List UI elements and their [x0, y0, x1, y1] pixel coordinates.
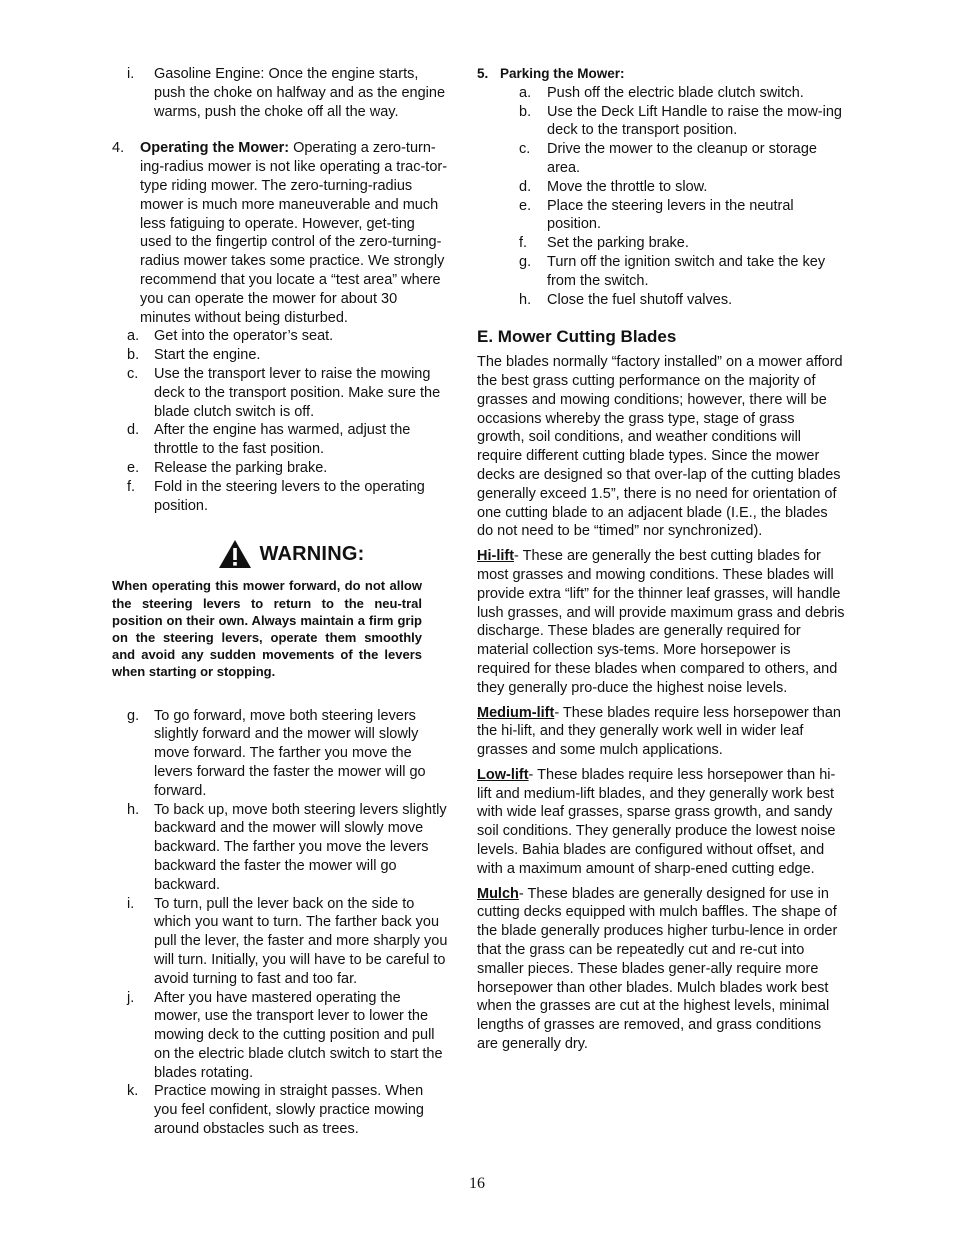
step-operating-the-mower	[112, 139, 450, 327]
item-marker: d.	[127, 422, 140, 439]
list-item-e	[112, 459, 450, 478]
item-marker: g.	[127, 707, 140, 724]
park-item-d	[477, 178, 845, 197]
item-marker: a.	[519, 84, 532, 101]
item-marker: b.	[127, 347, 140, 364]
blade-term-mulch: Mulch	[477, 885, 519, 902]
item-text: After the engine has warmed, adjust the throttle to the fast position.	[154, 422, 411, 458]
item-marker: f.	[519, 235, 528, 252]
item-text: Turn off the ignition switch and take the key from the switch.	[547, 253, 826, 289]
item-text: To back up, move both steering levers slightly backward and the mower will slowly move backward. The farther you move the levers backward the faster the mower will go backward.	[154, 801, 447, 893]
item-text: Use the transport lever to raise the mowing deck to the transport position. Make sure the blade clutch switch is off.	[154, 365, 441, 420]
item-marker: i.	[127, 66, 135, 82]
medium-lift-paragraph	[477, 704, 845, 760]
section-title: E. Mower Cutting Blades	[477, 327, 677, 347]
item-marker: h.	[519, 291, 532, 308]
item-marker: k.	[127, 1083, 139, 1100]
item-marker: g.	[519, 253, 532, 270]
item-text: Place the steering levers in the neutral position.	[547, 197, 794, 233]
item-text: Start the engine.	[154, 347, 261, 364]
item-marker: d.	[519, 178, 532, 195]
item-text: Set the parking brake.	[547, 235, 689, 252]
mulch-paragraph	[477, 885, 845, 1054]
item-marker: i.	[127, 895, 135, 912]
intro-paragraph: The blades normally “factory installed” on a mower afford the best grass cutting performance on the majority of grasses and mowing conditions; however, there will be occasions whereby the grass type, stage of grass growth, soil conditions, and weather conditions will require different cutting blade types. Since the mower decks are designed so that over-lap of the cutting blades generally exceed 1.5”, there is no need for orientation of one cutting blade to an adjacent blade (I.E., the blades do not need to be “timed” nor synchronized).	[477, 354, 843, 540]
blade-description: - These blades are generally designed for use in cutting decks equipped with mulch baffles. The shape of the blade generally produces higher turbu-lence in order that the grass can be repeatedly cut and re-cut into smaller pieces. These blades gener-ally require more horsepower than other blades. Mulch blades work best when the grasses are cut at the highest levels, minimal lengths of grasses are removed, and grass conditions are generally dry.	[477, 885, 838, 1053]
blade-term-medium-lift: Medium-lift	[477, 704, 555, 721]
step-number: 5.	[477, 66, 489, 81]
blade-description: - These blades require less horsepower than the hi-lift, and they generally work well in wider leaf grasses and some mulch applications.	[477, 704, 842, 759]
item-marker: c.	[127, 365, 139, 382]
step-heading: Operating the Mower:	[140, 140, 290, 157]
item-text: Use the Deck Lift Handle to raise the mow-ing deck to the transport position.	[547, 103, 842, 139]
warning-header	[112, 539, 450, 569]
blade-description: - These blades require less horsepower than hi-lift and medium-lift blades, and they generally work best with wide leaf grasses, sparse grass growth, and sandy soil conditions. They generally produce the lowest noise levels. Bahia blades are configured without offset, and with a maximum amount of sharp-ened cutting edge.	[477, 766, 836, 877]
list-item-j	[112, 989, 450, 1083]
item-text: To go forward, move both steering levers slightly forward and the mower will slowly move forward. The farther you move the levers forward the faster the mower will go forward.	[154, 707, 426, 799]
item-text: To turn, pull the lever back on the side to which you want to turn. The farther back you pull the lever, the faster and more sharply you will turn. Initially, you will have to be careful to avoid turning to fast and too far.	[154, 895, 448, 987]
park-item-b	[477, 103, 845, 141]
blade-term-hi-lift: Hi-lift	[477, 548, 515, 565]
list-item-c	[112, 365, 450, 421]
spacer	[112, 681, 450, 707]
item-text: After you have mastered operating the mower, use the transport lever to lower the mowing deck to the cutting position and pull on the electric blade clutch switch to start the blades rotating.	[154, 989, 443, 1081]
list-item-b	[112, 346, 450, 365]
list-item-gasoline-engine	[112, 65, 450, 121]
item-marker: e.	[127, 459, 140, 476]
park-item-h	[477, 291, 845, 310]
item-marker: h.	[127, 801, 140, 818]
item-marker: a.	[127, 328, 140, 345]
park-item-f	[477, 234, 845, 253]
item-text: Fold in the steering levers to the operating position.	[154, 478, 425, 514]
step-number: 4.	[112, 140, 125, 157]
step-parking-the-mower	[477, 65, 845, 84]
item-text: Release the parking brake.	[154, 459, 328, 476]
blade-term-low-lift: Low-lift	[477, 766, 529, 783]
right-column	[477, 65, 845, 1060]
item-marker: e.	[519, 197, 532, 214]
item-text: Get into the operator’s seat.	[154, 328, 334, 345]
page-number: 16	[469, 1175, 485, 1192]
list-item-a	[112, 327, 450, 346]
step-heading: Parking the Mower:	[500, 66, 625, 81]
list-item-g	[112, 707, 450, 801]
park-item-a	[477, 84, 845, 103]
blade-description: - These are generally the best cutting blades for most grasses and mowing conditions. These blades will provide extra “lift” for the thinner leaf grasses, will handle lush grasses, and will provide maximum grass and debris discharge. These blades are generally required for material collection sys-tems. More horsepower is required for these blades when compared to others, and they generally pro-duce the highest noise levels.	[477, 548, 845, 696]
warning-text: When operating this mower forward, do not allow the steering levers to return to the neu-tral position on their own. Always maintain a firm grip on the steering levers, operate them smoothly and avoid any sudden movements of the levers when starting or stopping.	[112, 578, 422, 680]
list-item-i	[112, 895, 450, 989]
list-item-k	[112, 1082, 450, 1138]
item-marker: f.	[127, 478, 136, 495]
warning-triangle-icon	[218, 539, 252, 569]
step-text: Operating a zero-turn-ing-radius mower is not like operating a trac-tor-type riding mower. The zero-turning-radius mower is much more maneuverable and much less fatiguing to operate. However, get-ting used to the fingertip control of the zero-turning-radius mower takes some practice. We strongly recommend that you locate a “test area” where you can operate the mower for about 30 minutes without being disturbed.	[140, 140, 448, 326]
park-item-e	[477, 197, 845, 235]
item-marker: c.	[519, 141, 531, 158]
park-item-g	[477, 253, 845, 291]
item-text: Move the throttle to slow.	[547, 178, 708, 195]
list-item-d	[112, 421, 450, 459]
list-item-h	[112, 801, 450, 895]
item-text: Drive the mower to the cleanup or storage area.	[547, 141, 817, 176]
item-text: Push off the electric blade clutch switch.	[547, 84, 804, 101]
list-item-f	[112, 478, 450, 516]
park-item-c	[477, 140, 845, 178]
item-marker: j.	[127, 989, 135, 1006]
item-text: Gasoline Engine: Once the engine starts, push the choke on halfway and as the engine warms, push the choke off all the way.	[154, 66, 446, 120]
item-text: Practice mowing in straight passes. When you feel confident, slowly practice mowing around obstacles such as trees.	[154, 1083, 424, 1138]
warning-title: WARNING:	[259, 542, 365, 565]
item-text: Close the fuel shutoff valves.	[547, 291, 733, 308]
left-column	[112, 65, 450, 1139]
item-marker: b.	[519, 103, 532, 120]
hi-lift-paragraph	[477, 547, 845, 697]
low-lift-paragraph	[477, 766, 845, 879]
